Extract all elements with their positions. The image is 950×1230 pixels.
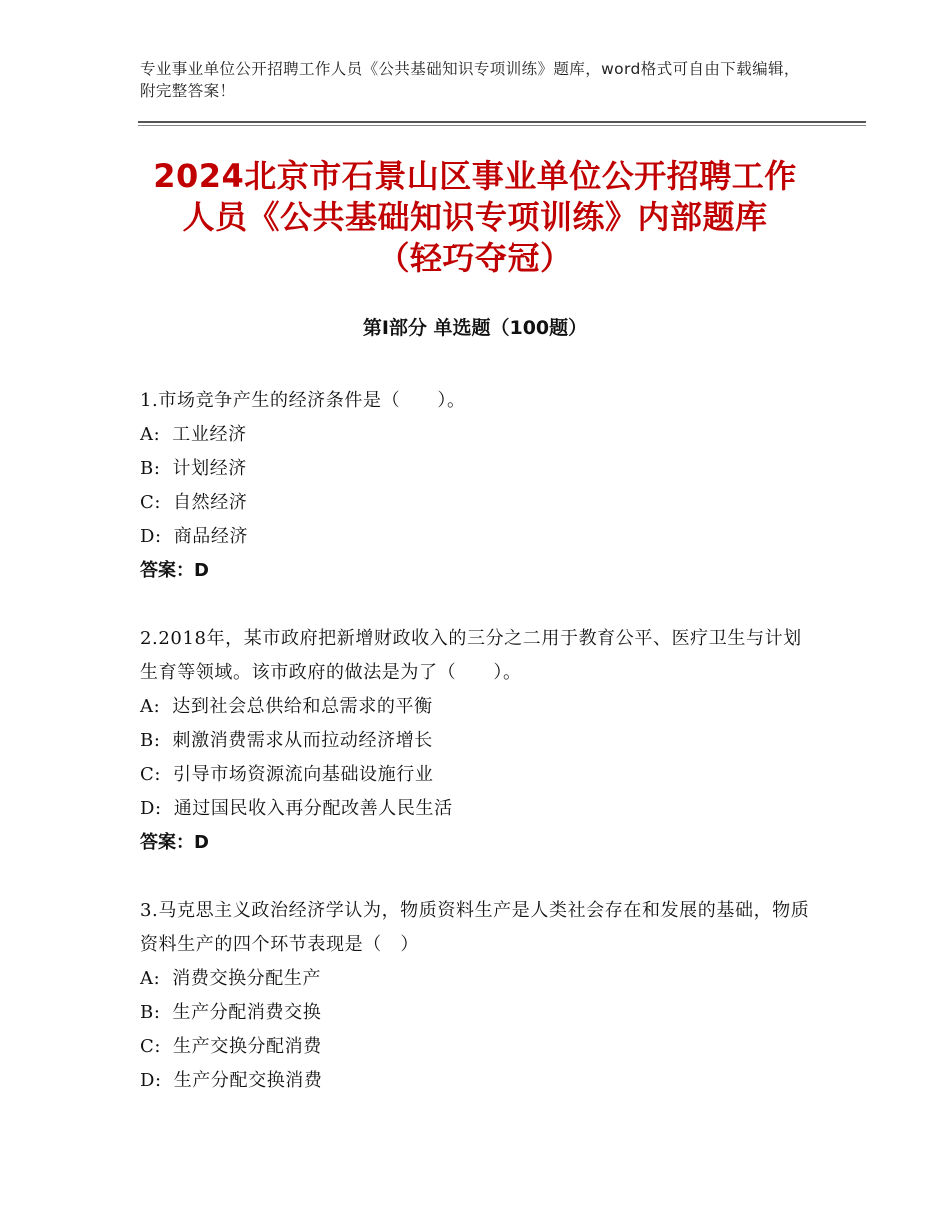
option-text: 通过国民收入再分配改善人民生活 [173, 798, 453, 819]
option-b [140, 996, 820, 1030]
option-text: 达到社会总供给和总需求的平衡 [172, 696, 433, 717]
option-d [140, 1064, 820, 1098]
option-a [140, 962, 820, 996]
option-a [140, 418, 820, 452]
option-letter: B: [140, 730, 161, 751]
title-line-2: 人员《公共基础知识专项训练》内部题库 [182, 198, 768, 236]
option-text: 引导市场资源流向基础设施行业 [173, 764, 434, 785]
option-text: 刺激消费需求从而拉动经济增长 [172, 730, 433, 751]
title-line-1: 2024北京市石景山区事业单位公开招聘工作 [153, 157, 797, 195]
option-letter: A: [140, 424, 161, 445]
option-letter: A: [140, 696, 161, 717]
question-1 [140, 384, 820, 588]
option-c [140, 758, 820, 792]
option-c [140, 486, 820, 520]
option-letter: D: [140, 798, 162, 819]
option-text: 消费交换分配生产 [172, 968, 322, 989]
option-letter: C: [140, 492, 162, 513]
question-stem: 3.马克思主义政治经济学认为，物质资料生产是人类社会存在和发展的基础，物质资料生产的四个环节表现是（ ） [140, 900, 810, 955]
option-letter: B: [140, 1002, 161, 1023]
option-letter: C: [140, 1036, 162, 1057]
divider-thin-line [138, 125, 866, 126]
header-divider [138, 121, 866, 126]
question-3 [140, 894, 820, 1098]
answer-line: 答案：D [140, 560, 209, 581]
header-note: 专业事业单位公开招聘工作人员《公共基础知识专项训练》题库，word格式可自由下载编辑，附完整答案！ [140, 60, 800, 100]
divider-thick-line [138, 121, 866, 123]
option-text: 自然经济 [173, 492, 248, 513]
option-letter: C: [140, 764, 162, 785]
option-letter: A: [140, 968, 161, 989]
option-d [140, 792, 820, 826]
answer-line: 答案：D [140, 832, 209, 853]
option-b [140, 724, 820, 758]
question-list [140, 384, 820, 1098]
option-text: 生产分配消费交换 [172, 1002, 322, 1023]
option-letter: D: [140, 1070, 162, 1091]
option-text: 工业经济 [172, 424, 247, 445]
option-c [140, 1030, 820, 1064]
question-2 [140, 622, 820, 860]
option-b [140, 452, 820, 486]
option-text: 生产分配交换消费 [173, 1070, 323, 1091]
title-line-3: （轻巧夺冠） [377, 239, 573, 277]
option-text: 商品经济 [173, 526, 249, 547]
document-title [130, 156, 820, 279]
option-text: 生产交换分配消费 [173, 1036, 322, 1057]
option-letter: B: [140, 458, 161, 479]
question-stem: 2.2018年，某市政府把新增财政收入的三分之二用于教育公平、医疗卫生与计划生育等领域。该市政府的做法是为了（ ）。 [140, 628, 802, 683]
option-letter: D: [140, 526, 162, 547]
option-d [140, 520, 820, 554]
option-a [140, 690, 820, 724]
section-title: 第Ⅰ部分 单选题（100题） [362, 317, 588, 339]
question-stem: 1.市场竞争产生的经济条件是（ ）。 [140, 390, 466, 411]
option-text: 计划经济 [172, 458, 247, 479]
